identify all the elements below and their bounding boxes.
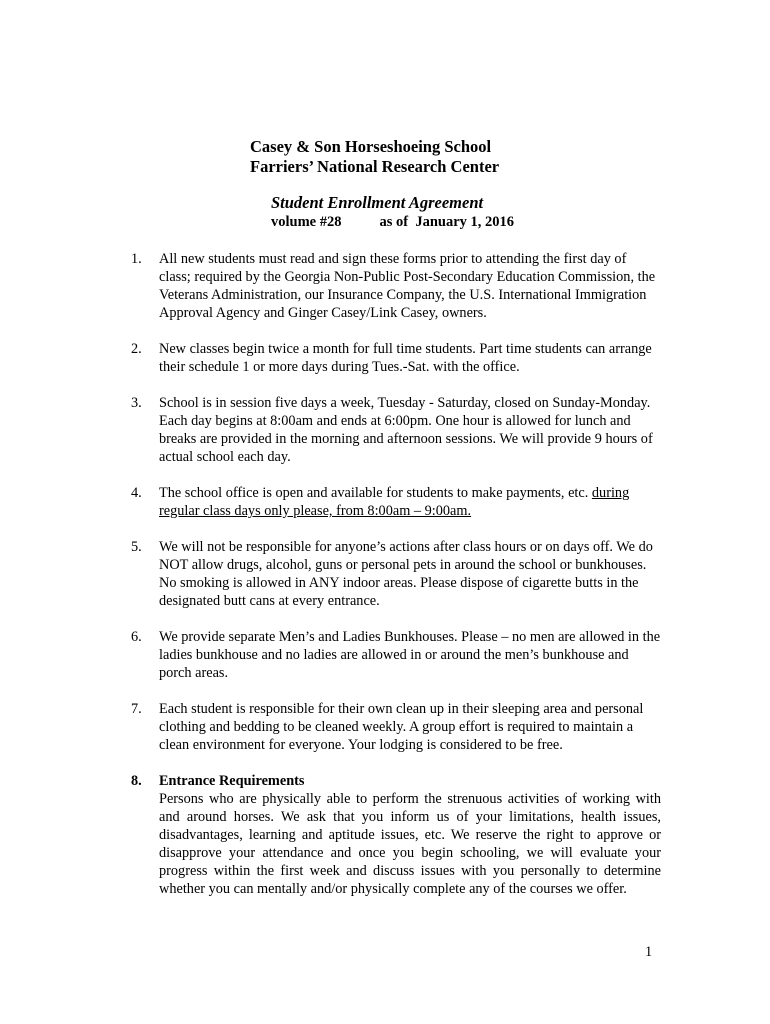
item-number: 5. bbox=[131, 539, 142, 555]
item-text: School is in session five days a week, Tuesday - Saturday, closed on Sunday-Monday. Each day begins at 8:00am and ends at 6:00pm. One hour is allowed for lunch and breaks are provided in the morning and afternoon sessions. We will provide 9 hours of actual school each day. bbox=[159, 395, 653, 465]
item-text: Persons who are physically able to perform the strenuous activities of working with and around horses. We ask that you inform us of your limitations, health issues, disadvantages, learning and aptitude issues, etc. We reserve the right to approve or disapprove your attendance and once you begin schooling, we will evaluate your progress within the first week and discuss issues with you personally to determine whether you can mentally and/or physically complete any of the courses we offer. bbox=[159, 791, 661, 897]
center-name: Farriers’ National Research Center bbox=[250, 157, 500, 176]
agreement-item bbox=[131, 250, 661, 322]
item-number: 2. bbox=[131, 341, 142, 357]
school-name: Casey & Son Horseshoeing School bbox=[250, 137, 492, 156]
item-text: Each student is responsible for their own clean up in their sleeping area and personal clothing and bedding to be cleaned weekly. A group effort is required to maintain a clean environment for everyone. Your lodging is considered to be free. bbox=[159, 701, 644, 753]
volume-line bbox=[271, 213, 670, 232]
agreement-item bbox=[131, 628, 661, 682]
item-number: 8. bbox=[131, 773, 142, 789]
agreement-item bbox=[131, 340, 661, 376]
item-text-underlined: during regular class days only please, from 8:00am – 9:00am. bbox=[159, 485, 630, 519]
agreement-items bbox=[131, 250, 661, 898]
item-number: 7. bbox=[131, 701, 142, 717]
item-number: 6. bbox=[131, 629, 142, 645]
document-title: Student Enrollment Agreement bbox=[271, 193, 484, 212]
item-text: We will not be responsible for anyone’s actions after class hours or on days off. We do NOT allow drugs, alcohol, guns or personal pets in around the school or bunkhouses. No smoking is allowed in ANY indoor areas. Please dispose of cigarette butts in the designated butt cans at every entrance. bbox=[159, 539, 653, 609]
item-number: 4. bbox=[131, 485, 142, 501]
page-number: 1 bbox=[645, 944, 653, 960]
agreement-item bbox=[131, 700, 661, 754]
volume-number: volume #28 bbox=[271, 214, 342, 230]
effective-date: as of January 1, 2016 bbox=[379, 214, 515, 230]
item-heading: Entrance Requirements bbox=[159, 773, 305, 789]
item-text: All new students must read and sign these forms prior to attending the first day of class; required by the Georgia Non-Public Post-Secondary Education Commission, the Veterans Administration, our Insurance Company, the U.S. International Immigration Approval Agency and Ginger Casey/Link Casey, owners. bbox=[159, 251, 656, 321]
agreement-item bbox=[131, 394, 661, 466]
item-text: The school office is open and available for students to make payments, etc. bbox=[159, 485, 592, 501]
agreement-item bbox=[131, 772, 661, 898]
agreement-item bbox=[131, 538, 661, 610]
item-text: New classes begin twice a month for full time students. Part time students can arrange their schedule 1 or more days during Tues.-Sat. with the office. bbox=[159, 341, 652, 375]
document-header bbox=[250, 137, 670, 232]
item-text: We provide separate Men’s and Ladies Bunkhouses. Please – no men are allowed in the ladies bunkhouse and no ladies are allowed in or around the men’s bunkhouse and porch areas. bbox=[159, 629, 661, 681]
agreement-item bbox=[131, 484, 661, 520]
item-number: 3. bbox=[131, 395, 142, 411]
item-number: 1. bbox=[131, 251, 142, 267]
